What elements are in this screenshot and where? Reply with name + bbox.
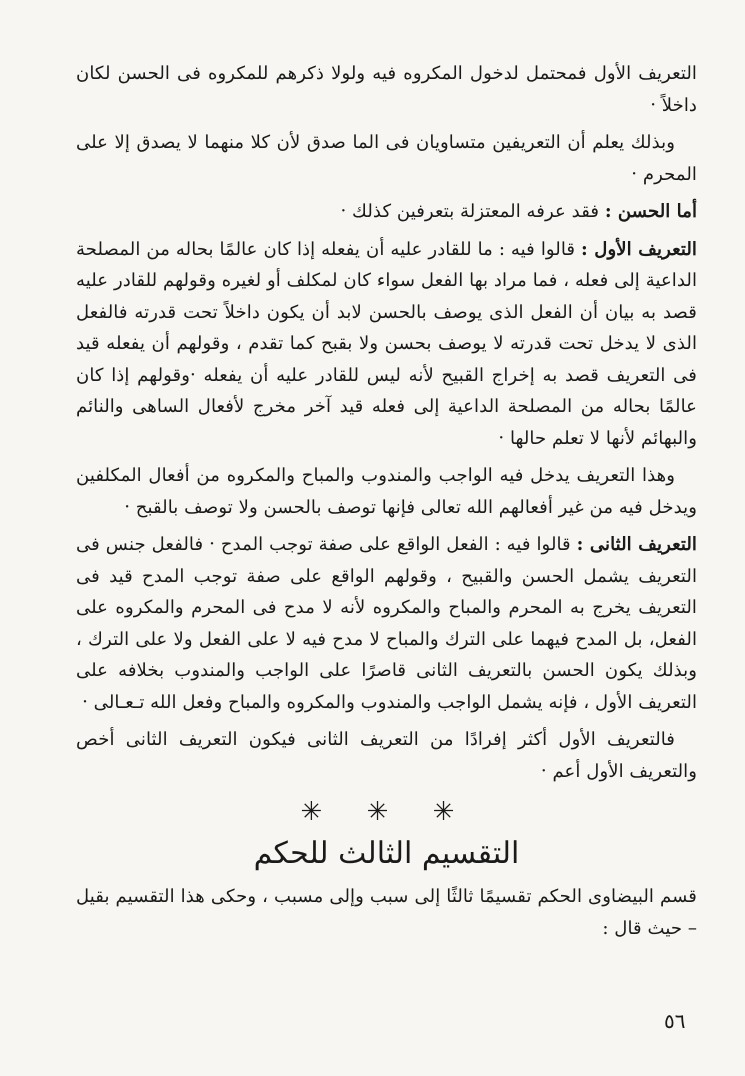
paragraph-6-text: قالوا فيه : الفعل الواقع على صفة توجب المدح · فالفعل جنس فى التعريف يشمل الحسن والقبيح ، وقولهم الواقع على صفة توجب المدح قيد فى التعريف يخرج به المحرم والمباح والمكروه لأنه لا مدح فى المحرم والمكروه على الفعل، بل المدح فيهما على الترك والمباح لا مدح فيه لا على الفعل ولا على الترك ، وبذلك يكون الحسن بالتعريف الثانى قاصرًا على الواجب والمندوب بخلافه على التعريف الأول ، فإنه يشمل الواجب والمندوب والمكروه والمباح وفعل الله تـعـالى · xyxy=(76,534,697,713)
paragraph-2 xyxy=(76,127,697,190)
paragraph-1 xyxy=(76,58,697,121)
final-paragraph-text: قسم البيضاوى الحكم تقسيمًا ثالثًا إلى سبب وإلى مسبب ، وحكى هذا التقسيم بقيل – حيث قال : xyxy=(76,886,697,939)
paragraph-6-lead: التعريف الثانى : xyxy=(576,534,697,555)
page-number: ٥٦ xyxy=(664,1009,686,1033)
final-paragraph xyxy=(76,881,697,944)
paragraph-4 xyxy=(76,234,697,455)
paragraph-3-lead: أما الحسن : xyxy=(604,201,697,222)
paragraph-7-text: فالتعريف الأول أكثر إفرادًا من التعريف الثانى فيكون التعريف الثانى أخص والتعريف الأول أعم · xyxy=(76,729,697,782)
paragraph-5 xyxy=(76,460,697,523)
paragraph-4-lead: التعريف الأول : xyxy=(581,238,697,260)
section-title: التقسيم الثالث للحكم xyxy=(253,836,520,871)
paragraph-3 xyxy=(76,196,697,228)
paragraph-3-text: فقد عرفه المعتزلة بتعرفين كذلك · xyxy=(340,201,605,222)
paragraph-2-text: وبذلك يعلم أن التعريفين متساويان فى الما صدق لأن كلا منهما لا يصدق إلا على المحرم · xyxy=(76,132,697,185)
paragraph-1-text: التعريف الأول فمحتمل لدخول المكروه فيه ولولا ذكرهم للمكروه فى الحسن لكان داخلاً · xyxy=(76,63,697,116)
paragraph-5-text: وهذا التعريف يدخل فيه الواجب والمندوب والمباح والمكروه من أفعال المكلفين ويدخل فيه من غير أفعالهم الله تعالى فإنها توصف بالحسن ولا توصف بالقبح · xyxy=(76,465,697,518)
paragraph-7 xyxy=(76,724,697,787)
paragraph-6 xyxy=(76,529,697,718)
section-separator: ✳ ✳ ✳ xyxy=(300,797,473,827)
paragraph-4-text: قالوا فيه : ما للقادر عليه أن يفعله إذا كان عالمًا بحاله من المصلحة الداعية إلى فعله ، فما مراد بها الفعل سواء كان لمكلف أو لغيره وقولهم للقادر عليه قصد به بيان أن الفعل الذى يوصف بالحسن لابد أن يكون داخلاً تحت قدرته فالفعل الذى لا يدخل تحت قدرته لا يوصف بحسن ولا بقبح كما تقدم ، وقولهم أن يفعله قيد فى التعريف قصد به إخراج القبيح لأنه ليس للقادر عليه أن يفعله ·وقولهم إذا كان عالمًا بحاله من المصلحة الداعية إلى فعله قيد آخر مخرج لأفعال الساهى والنائم والبهائم لأنها لا تعلم حالها · xyxy=(76,238,697,449)
